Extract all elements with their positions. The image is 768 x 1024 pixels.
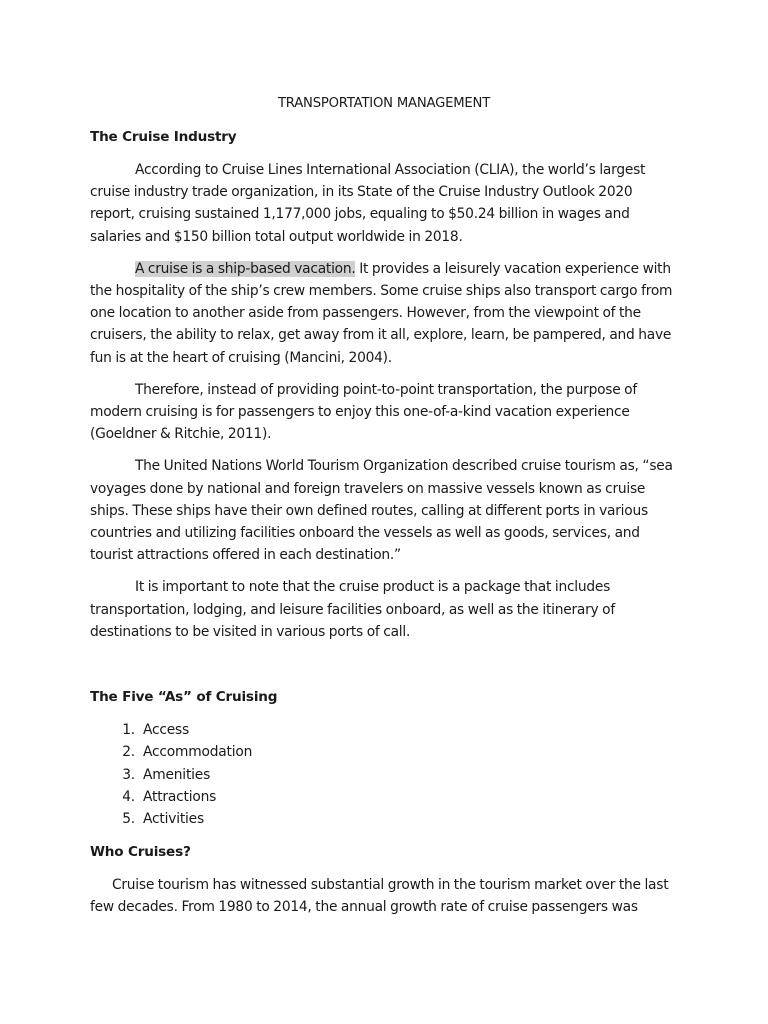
list-item (90, 808, 678, 830)
paragraph-modern-cruising: Therefore, instead of providing point-to-point transportation, the purpose of modern cruising is for passengers to enjoy this one-of-a-kind vacation experience (Goeldner & Ritchie, 2011). (90, 381, 637, 443)
list-item-label: Amenities (143, 766, 211, 783)
list-item-label: Attractions (143, 788, 217, 805)
list-item-label: Activities (143, 811, 204, 828)
paragraph-cruise-definition (90, 258, 678, 369)
section-heading-who-cruises: Who Cruises? (90, 843, 191, 860)
list-item-label: Access (143, 722, 190, 739)
document-title: TRANSPORTATION MANAGEMENT (277, 96, 491, 111)
list-item (90, 764, 678, 786)
list-item (90, 741, 678, 763)
list-number: 4. (122, 788, 135, 805)
paragraph-clia: According to Cruise Lines International Association (CLIA), the world’s largest cruise industry trade organization, in its State of the Cruise Industry Outlook 2020 report, cruising sustained 1,177,000 jobs, equaling to $50.24 billion in wages and salaries and $150 billion total output worldwide in 2018. (90, 162, 646, 245)
paragraph-cruise-growth: Cruise tourism has witnessed substantial growth in the tourism market over the last few decades. From 1980 to 2014, the annual growth rate of cruise passengers was (90, 876, 669, 915)
list-item (90, 719, 678, 741)
list-item (90, 786, 678, 808)
highlighted-text[interactable]: A cruise is a ship-based vacation. (135, 260, 356, 277)
paragraph-unwto: The United Nations World Tourism Organization described cruise tourism as, “sea voyages done by national and foreign travelers on massive vessels known as cruise ships. These ships have their own defined routes, calling at different ports in various countries and utilizing facilities onboard the vessels as well as goods, services, and tourist attractions offered in each destination.” (90, 458, 673, 564)
paragraph-text: It provides a leisurely vacation experience with the hospitality of the ship’s crew members. Some cruise ships also transport cargo from one location to another aside from passengers. However, from the viewpoint of the cruisers, the ability to relax, get away from it all, explore, learn, be pampered, and have fun is at the heart of cruising (Mancini, 2004). (90, 260, 673, 366)
list-number: 1. (122, 722, 135, 739)
section-heading-cruise-industry: The Cruise Industry (90, 129, 237, 145)
list-number: 5. (122, 811, 135, 828)
list-number: 3. (122, 766, 135, 783)
paragraph-cruise-product: It is important to note that the cruise product is a package that includes transportation, lodging, and leisure facilities onboard, as well as the itinerary of destinations to be visited in various ports of call. (90, 579, 615, 640)
list-item-label: Accommodation (143, 744, 253, 761)
spacer (90, 653, 678, 686)
section-heading-five-as: The Five “As” of Cruising (90, 689, 278, 706)
five-as-list (90, 719, 678, 830)
list-number: 2. (122, 744, 135, 761)
